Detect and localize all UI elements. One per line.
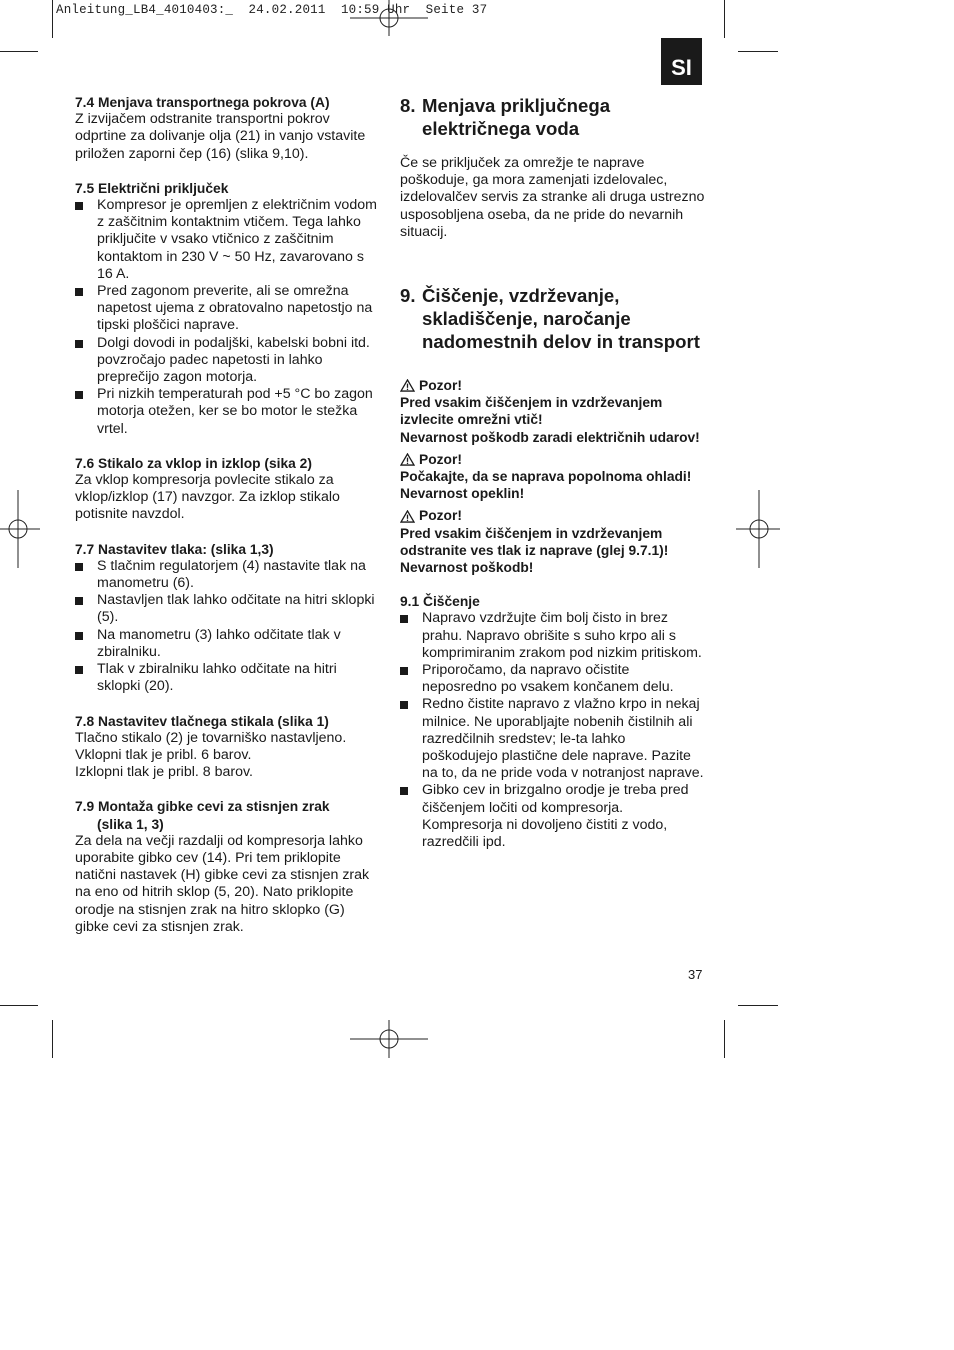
list-item: Napravo vzdržujte čim bolj čisto in brez prahu. Napravo obrišite s suho krpo ali s komprimiranim zrakom pod nizkim pritiskom. [400,610,705,662]
warning-block [400,507,705,576]
crop-mark [52,0,53,38]
warning-line: Pred vsakim čiščenjem in vzdrževanjem izvlecite omrežni vtič! [400,395,663,428]
warning-line: Nevarnost poškodb zaradi električnih udarov! [400,429,700,445]
list-item: Pri nizkih temperaturah pod +5 °C bo zagon motorja otežen, ker se bo motor le stežka vrtel. [75,386,380,438]
section-7-4 [75,94,380,163]
section-line: Izklopni tlak je pribl. 8 barov. [75,764,253,781]
list-item: Pred zagonom preverite, ali se omrežna napetost ujema z obratovalno napetostjo na tipski ploščici naprave. [75,283,380,335]
section-heading: 7.7 Nastavitev tlaka: (slika 1,3) [75,541,274,557]
bullet-list [75,197,380,438]
bullet-list [75,558,380,696]
chapter-heading-9 [400,284,705,353]
left-column [75,94,380,953]
section-heading: 7.6 Stikalo za vklop in izklop (sika 2) [75,455,312,471]
section-heading: 7.5 Električni priključek [75,180,229,196]
list-item: Nastavljen tlak lahko odčitate na hitri sklopki (5). [75,592,380,626]
section-7-7 [75,541,380,696]
chapter-body: Če se priključek za omrežje te naprave poškoduje, ga mora zamenjati izdelovalec, izdelovalčev servis za stranke ali druga ustrezno usposobljena oseba, da ne pride do nevarnih situacij. [400,155,705,240]
warning-label: Pozor! [419,378,462,394]
list-item: S tlačnim regulatorjem (4) nastavite tlak na manometru (6). [75,558,380,592]
list-item: Priporočamo, da napravo očistite neposredno po vsakem končanem delu. [400,662,705,696]
section-heading: 7.8 Nastavitev tlačnega stikala (slika 1) [75,713,329,729]
section-body: Z izvijačem odstranite transportni pokrov odprtine za dolivanje olja (21) in vanjo vstavite priložen zaporni čep (16) (slika 9,10). [75,111,366,162]
warning-triangle-icon [400,510,415,523]
list-item: Redno čistite napravo z vlažno krpo in nekaj milnice. Ne uporabljajte nobenih čistilnih ali razredčilnih sredstev; le-ta lahko poškodujejo plastične dele naprave. Pazite na to, da ne pride voda v notranjost naprave. [400,696,705,782]
warning-block [400,377,705,446]
list-item: Gibko cev in brizgalno orodje je treba pred čiščenjem ločiti od kompresorja. Kompresorja ni dovoljeno čistiti z vodo, razredčili ipd. [400,782,705,851]
section-7-8 [75,713,380,782]
section-body: Za vklop kompresorja povlecite stikalo za vklop/izklop (17) navzgor. Za izklop stikalo potisnite navzdol. [75,472,340,523]
warning-label: Pozor! [419,508,462,524]
warning-triangle-icon [400,453,415,466]
chapter-title: Menjava priključnega električnega voda [422,95,611,139]
list-item: Na manometru (3) lahko odčitate tlak v zbiralniku. [75,627,380,661]
list-item: Dolgi dovodi in podaljški, kabelski bobni itd. povzročajo padec napetosti in lahko preprečijo zagon motorja. [75,335,380,387]
print-slug: Anleitung_LB4_4010403:_ 24.02.2011 10:59 Uhr Seite 37 [56,3,488,17]
section-7-5 [75,180,380,438]
section-heading-continued: (slika 1, 3) [97,816,164,832]
section-heading: 7.9 Montaža gibke cevi za stisnjen zrak [75,799,330,815]
chapter-number: 8. [400,95,416,116]
right-column [400,94,705,868]
section-heading: 9.1 Čiščenje [400,594,480,610]
section-7-9 [75,798,380,936]
warning-line: Pred vsakim čiščenjem in vzdrževanjem odstranite ves tlak iz naprave (glej 9.7.1)! [400,525,669,558]
registration-mark-bottom [350,1020,428,1058]
crop-mark [738,51,778,52]
section-body: Za dela na večji razdalji od kompresorja lahko uporabite gibko cev (14). Pri tem priklopite natični nastavek (H) gibke cevi za stisnjen zrak na eno od hitrih sklop (5, 20). Nato priklopite orodje na stisnjen zrak na hitro sklopko (G) gibke cevi za stisnjen zrak. [75,832,370,935]
warning-header [400,451,705,468]
warning-header [400,377,705,394]
list-item: Tlak v zbiralniku lahko odčitate na hitri sklopki (20). [75,661,380,695]
registration-mark-right [736,490,780,568]
section-7-6 [75,455,380,524]
section-line: Vklopni tlak je pribl. 6 barov. [75,746,252,763]
list-item: Kompresor je opremljen z električnim vodom z zaščitnim kontaktnim vtičem. Tega lahko priključite v vsako vtičnico z zaščitnim kontaktom in 230 V ~ 50 Hz, zavarovano s 16 A. [75,197,380,283]
warning-header [400,507,705,524]
registration-mark-left [0,490,40,568]
chapter-heading-8 [400,94,705,140]
crop-mark [724,1020,725,1058]
crop-mark [0,51,38,52]
chapter-number: 9. [400,285,416,307]
chapter-title: Čiščenje, vzdrževanje, skladiščenje, naročanje nadomestnih delov in transport [422,285,700,353]
warning-triangle-icon [400,379,415,392]
crop-mark [0,1005,38,1006]
page-number: 37 [688,967,703,982]
section-heading: 7.4 Menjava transportnega pokrova (A) [75,95,330,110]
crop-mark [738,1005,778,1006]
warning-line: Nevarnost poškodb! [400,560,534,576]
crop-mark [724,0,725,38]
section-9-1 [400,593,705,851]
section-line: Tlačno stikalo (2) je tovarniško nastavljeno. [75,729,347,746]
warning-line: Počakajte, da se naprava popolnoma ohladi! Nevarnost opeklin! [400,469,692,502]
registration-mark-top [350,0,428,36]
warning-label: Pozor! [419,451,462,467]
crop-mark [52,1020,53,1058]
warning-block [400,451,705,503]
language-badge: SI [661,38,702,85]
bullet-list [400,610,705,851]
